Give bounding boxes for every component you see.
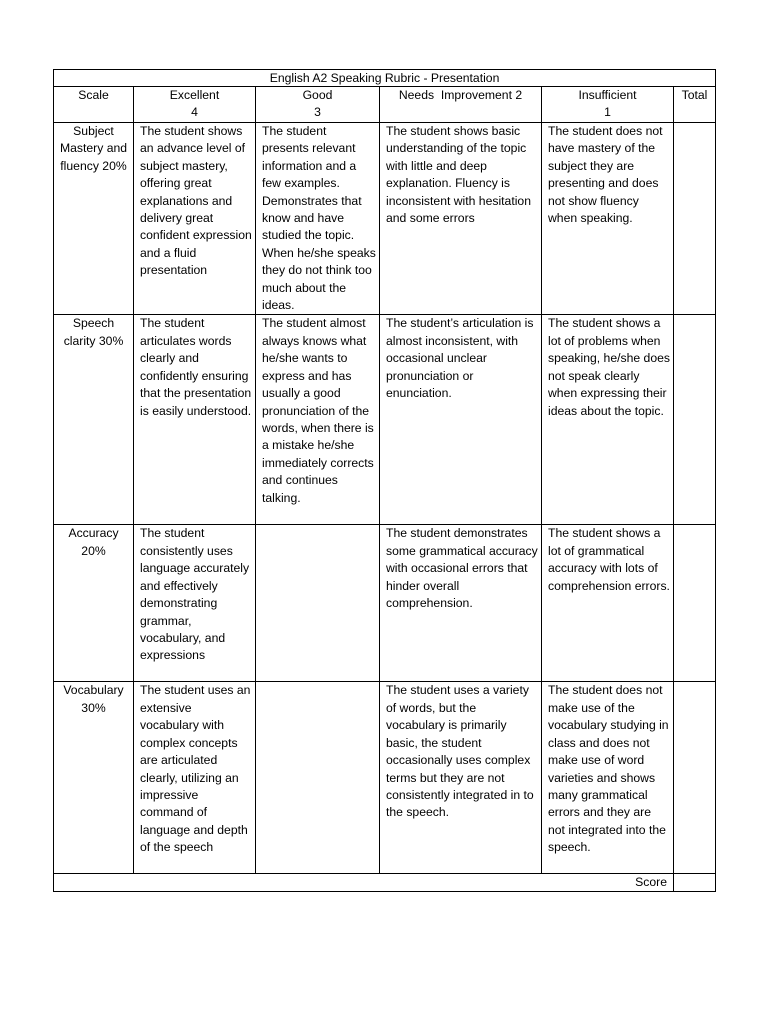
cell-insufficient: The student shows a lot of problems when speaking, he/she does not speak clearly when expressing their ideas about the topic.	[542, 315, 674, 525]
cell-needs-improvement: The student shows basic understanding of the topic with little and deep explanation. Fluency is inconsistent with hesitation and some errors	[380, 123, 542, 315]
title-row	[54, 70, 716, 87]
rubric-title: English A2 Speaking Rubric - Presentation	[54, 70, 716, 87]
score-label: Score	[54, 874, 674, 892]
header-needs-improvement: Needs Improvement 2	[380, 87, 542, 123]
header-insufficient-points: 1	[604, 105, 611, 120]
rubric-table	[53, 69, 716, 892]
cell-good	[256, 525, 380, 682]
header-excellent-points: 4	[191, 105, 198, 120]
criterion-row-speech-clarity	[54, 315, 716, 525]
criterion-row-subject-mastery	[54, 123, 716, 315]
cell-total	[674, 315, 716, 525]
cell-excellent: The student articulates words clearly and confidently ensuring that the presentation is easily understood.	[134, 315, 256, 525]
criterion-scale: Speech clarity 30%	[54, 315, 134, 525]
header-good	[256, 87, 380, 123]
criterion-row-accuracy	[54, 525, 716, 682]
cell-needs-improvement: The student’s articulation is almost inconsistent, with occasional unclear pronunciation or enunciation.	[380, 315, 542, 525]
cell-total	[674, 123, 716, 315]
cell-total	[674, 525, 716, 682]
header-insufficient	[542, 87, 674, 123]
header-total: Total	[674, 87, 716, 123]
cell-needs-improvement: The student uses a variety of words, but the vocabulary is primarily basic, the student occasionally uses complex terms but they are not consistently integrated in to the speech.	[380, 682, 542, 874]
cell-insufficient: The student does not make use of the vocabulary studying in class and does not make use of word varieties and shows many grammatical errors and they are not integrated into the speech.	[542, 682, 674, 874]
cell-good: The student almost always knows what he/she wants to express and has usually a good pronunciation of the words, when there is a mistake he/she immediately corrects and continues talking.	[256, 315, 380, 525]
header-excellent	[134, 87, 256, 123]
cell-insufficient: The student does not have mastery of the subject they are presenting and does not show fluency when speaking.	[542, 123, 674, 315]
score-row	[54, 874, 716, 892]
header-row	[54, 87, 716, 123]
cell-good: The student presents relevant information and a few examples. Demonstrates that know and have studied the topic. When he/she speaks they do not think too much about the ideas.	[256, 123, 380, 315]
header-insufficient-label: Insufficient	[578, 88, 637, 102]
criterion-scale: Vocabulary 30%	[54, 682, 134, 874]
criterion-row-vocabulary	[54, 682, 716, 874]
header-good-label: Good	[302, 88, 333, 102]
criterion-scale: Accuracy 20%	[54, 525, 134, 682]
cell-needs-improvement: The student demonstrates some grammatical accuracy with occasional errors that hinder overall comprehension.	[380, 525, 542, 682]
criterion-scale: Subject Mastery and fluency 20%	[54, 123, 134, 315]
cell-excellent: The student uses an extensive vocabulary with complex concepts are articulated clearly, utilizing an impressive command of language and depth of the speech	[134, 682, 256, 874]
cell-excellent: The student shows an advance level of subject mastery, offering great explanations and delivery great confident expression and a fluid presentation	[134, 123, 256, 315]
cell-good	[256, 682, 380, 874]
cell-excellent: The student consistently uses language accurately and effectively demonstrating grammar, vocabulary, and expressions	[134, 525, 256, 682]
cell-insufficient: The student shows a lot of grammatical accuracy with lots of comprehension errors.	[542, 525, 674, 682]
header-scale: Scale	[54, 87, 134, 123]
header-excellent-label: Excellent	[169, 88, 220, 102]
score-value	[674, 874, 716, 892]
header-good-points: 3	[314, 105, 321, 120]
cell-total	[674, 682, 716, 874]
